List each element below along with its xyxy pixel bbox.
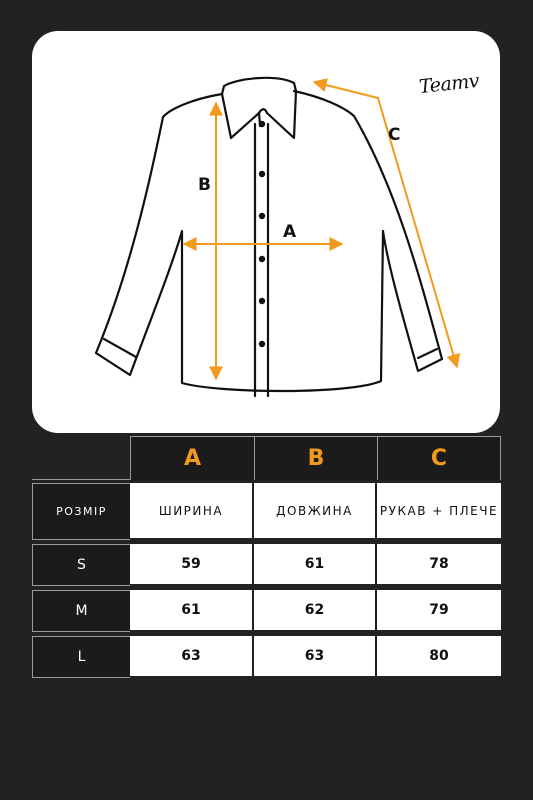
value-a: 59 xyxy=(181,556,201,572)
table-row xyxy=(32,544,501,586)
value-cell xyxy=(130,590,254,632)
value-b: 62 xyxy=(304,602,325,618)
letter-cell-b xyxy=(254,436,377,480)
label-a: A xyxy=(283,222,297,242)
column-header-row xyxy=(32,483,501,540)
header-length: ДОВЖИНА xyxy=(276,503,353,518)
value-a: 61 xyxy=(181,602,201,618)
value-cell xyxy=(377,544,501,586)
value-cell xyxy=(130,544,254,586)
value-cell xyxy=(254,636,377,678)
header-a-cell xyxy=(130,483,254,540)
table-row xyxy=(32,636,501,678)
value-b: 61 xyxy=(304,556,325,572)
label-b: B xyxy=(198,175,211,195)
letter-cell-c xyxy=(377,436,501,480)
size-label: M xyxy=(75,603,88,619)
brand-logo: Teamv xyxy=(418,69,481,99)
letter-a: A xyxy=(183,446,202,471)
header-c-cell xyxy=(377,483,501,540)
empty-corner-cell xyxy=(32,436,130,480)
header-width: ШИРИНА xyxy=(158,503,224,518)
size-table xyxy=(32,436,501,678)
value-c: 80 xyxy=(429,648,449,664)
size-cell xyxy=(32,636,130,678)
label-c: C xyxy=(388,125,401,145)
arrow-c xyxy=(314,82,457,367)
value-a: 63 xyxy=(181,648,201,664)
value-cell xyxy=(254,590,377,632)
value-cell xyxy=(377,590,501,632)
value-c: 78 xyxy=(429,556,449,572)
size-label: L xyxy=(77,649,86,665)
value-cell xyxy=(130,636,254,678)
value-c: 79 xyxy=(429,602,449,618)
size-label: S xyxy=(77,557,86,573)
letter-c: C xyxy=(430,446,448,471)
header-sleeve: РУКАВ + ПЛЕЧЕ xyxy=(379,503,499,518)
letter-cell-a xyxy=(130,436,254,480)
letter-header-row xyxy=(32,436,501,480)
header-b-cell xyxy=(254,483,377,540)
header-size-cell xyxy=(32,483,130,540)
size-diagram-card xyxy=(32,31,500,433)
table-row xyxy=(32,590,501,632)
size-cell xyxy=(32,544,130,586)
value-cell xyxy=(377,636,501,678)
letter-b: B xyxy=(307,446,325,471)
header-size: РОЗМІР xyxy=(56,505,107,518)
value-cell xyxy=(254,544,377,586)
size-cell xyxy=(32,590,130,632)
value-b: 63 xyxy=(304,648,325,664)
button-dots xyxy=(259,121,265,347)
